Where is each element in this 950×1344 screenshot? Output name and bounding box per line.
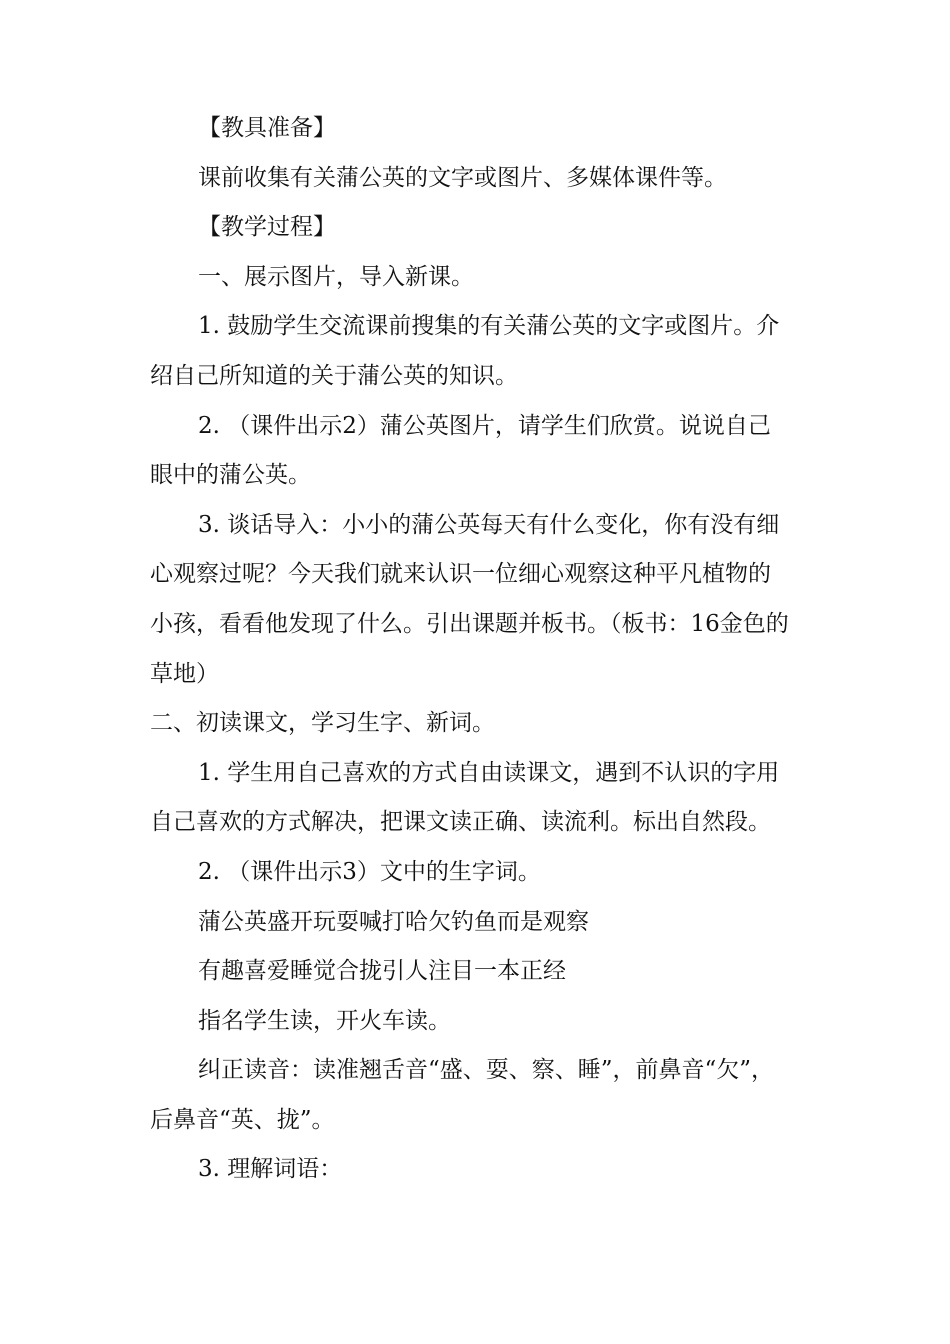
paragraph: 1. 鼓励学生交流课前搜集的有关蒲公英的文字或图片。介绍自己所知道的关于蒲公英的知识。 [150,313,780,389]
step-heading-2: 二、初读课文，学习生字、新词。 [150,710,495,737]
section-heading-teaching-aids: 【教具准备】 [198,115,336,141]
vocabulary-line: 有趣喜爱睡觉合拢引人注目一本正经 [198,958,566,985]
paragraph: 1. 学生用自己喜欢的方式自由读课文，遇到不认识的字用自己喜欢的方式解决，把课文读正确、读流利。标出自然段。 [150,759,780,836]
paragraph: 3. 谈话导入：小小的蒲公英每天有什么变化，你有没有细心观察过呢？今天我们就来认识一位细心观察这种平凡植物的小孩，看看他发现了什么。引出课题并板书。（板书：16金色的草地） [150,511,789,687]
section-heading-teaching-process: 【教学过程】 [198,214,336,241]
paragraph: 纠正读音：读准翘舌音“盛、耍、察、睡”，前鼻音“欠”，后鼻音“英、拢”。 [150,1057,775,1133]
paragraph: 指名学生读，开火车读。 [198,1007,451,1034]
paragraph: 2. （课件出示2）蒲公英图片，请学生们欣赏。说说自己眼中的蒲公英。 [150,412,771,489]
paragraph: 课前收集有关蒲公英的文字或图片、多媒体课件等。 [198,164,727,191]
step-heading-1: 一、展示图片，导入新课。 [198,263,474,290]
document-body [150,104,790,1195]
paragraph: 3. 理解词语： [198,1156,343,1183]
paragraph: 2. （课件出示3）文中的生字词。 [198,858,541,885]
vocabulary-line: 蒲公英盛开玩耍喊打哈欠钓鱼而是观察 [198,908,589,935]
